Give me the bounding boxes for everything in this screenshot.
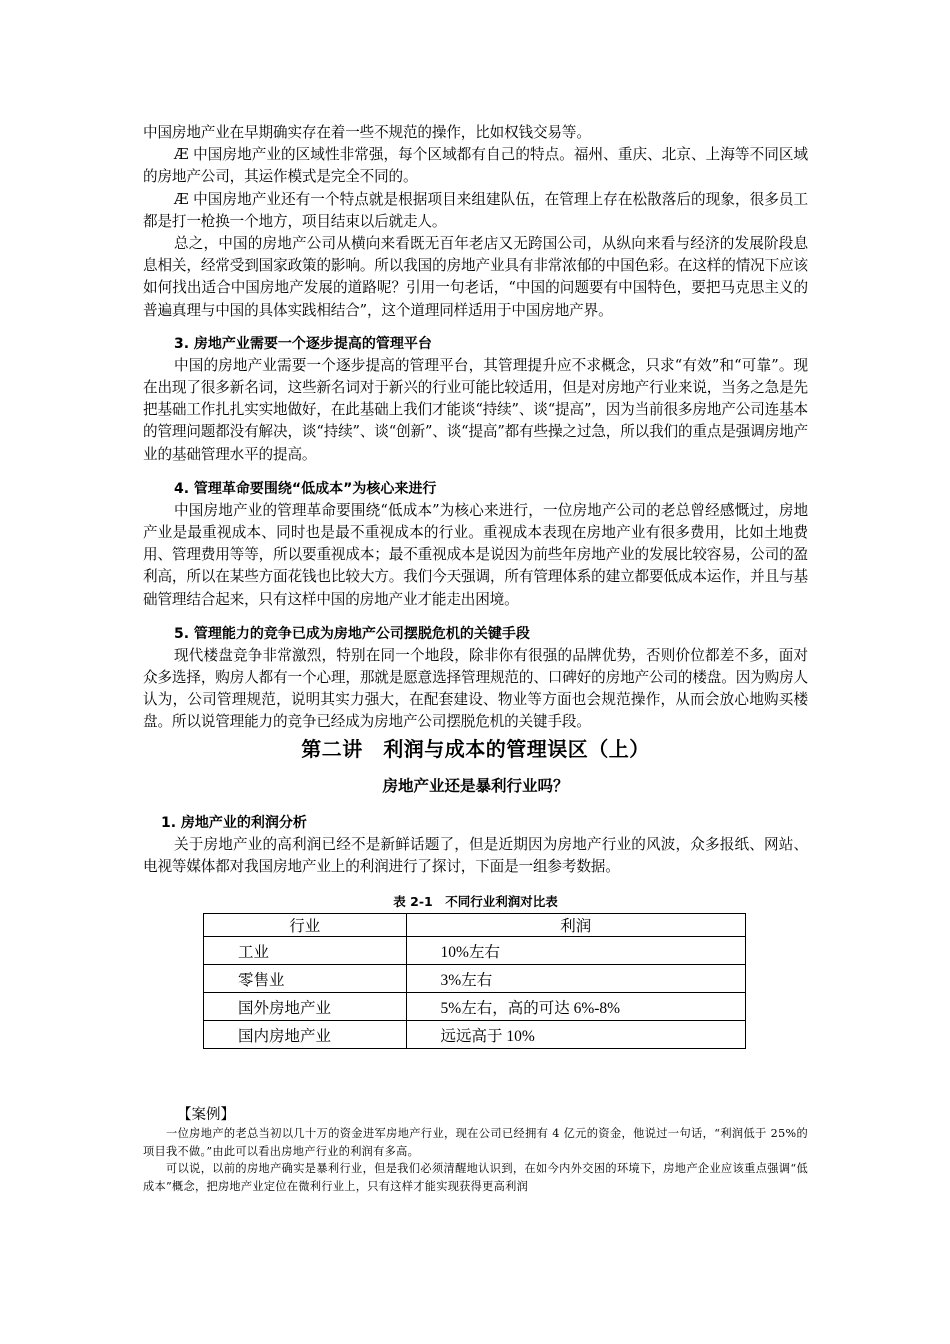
cell-profit: 5%左右，高的可达 6%-8% (406, 993, 745, 1021)
cell-industry: 国内房地产业 (204, 1021, 407, 1049)
paragraph: 现代楼盘竞争非常激烈，特别在同一个地段，除非你有很强的品牌优势，否则价位都差不多，面对众多选择，购房人都有一个心理，那就是愿意选择管理规范的、口碑好的房地产公司的楼盘。因为购房人认为，公司管理规范，说明其实力强大，在配套建设、物业等方面也会规范操作，从而会放心地购买楼盘。所以说管理能力的竞争已经成为房地产公司摆脱危机的关键手段。 (143, 646, 808, 731)
subtitle: 房地产业还是暴利行业吗？ (382, 776, 569, 795)
paragraph: 总之，中国的房地产公司从横向来看既无百年老店又无跨国公司，从纵向来看与经济的发展阶段息息相关，经常受到国家政策的影响。所以我国的房地产业具有非常浓郁的中国色彩。在这样的情况下应该如何找出适合中国房地产发展的道路呢？引用一句老话，“中国的问题要有中国特色，要把马克思主义的普遍真理与中国的具体实践相结合”，这个道理同样适用于中国房地产界。 (143, 235, 808, 319)
lecture-title: 第二讲 利润与成本的管理误区（上） (301, 736, 650, 761)
paragraph: 中国的房地产业需要一个逐步提高的管理平台，其管理提升应不求概念，只求“有效”和“可靠”。现在出现了很多新名词，这些新名词对于新兴的行业可能比较适用，但是对房地产行业来说，当务之急是先把基础工作扎扎实实地做好，在此基础上我们才能谈“持续”、谈“提高”，因为当前很多房地产公司连基本的管理问题都没有解决，谈“持续”、谈“创新”、谈“提高”都有些操之过急，所以我们的重点是强调房地产业的基础管理水平的提高。 (143, 356, 808, 463)
paragraph: 关于房地产业的高利润已经不是新鲜话题了，但是近期因为房地产行业的风波，众多报纸、网站、电视等媒体都对我国房地产业上的利润进行了探讨，下面是一组参考数据。 (143, 835, 808, 875)
table-caption: 表 2-1 不同行业利润对比表 (393, 894, 558, 910)
section-heading: 3. 房地产业需要一个逐步提高的管理平台 (174, 335, 432, 352)
profit-comparison-table (203, 913, 746, 1049)
case-paragraph: 可以说，以前的房地产确实是暴利行业，但是我们必须清醒地认识到，在如今内外交困的环境下，房地产企业应该重点强调“低成本”概念，把房地产业定位在微利行业上，只有这样才能实现获得更高利润 (143, 1162, 808, 1193)
column-header-profit: 利润 (406, 914, 745, 937)
cell-profit: 10%左右 (406, 937, 745, 965)
table-row (204, 993, 746, 1021)
paragraph: Æ 中国房地产业的区域性非常强，每个区域都有自己的特点。福州、重庆、北京、上海等不同区域的房地产公司，其运作模式是完全不同的。 (143, 146, 808, 186)
cell-profit: 3%左右 (406, 965, 745, 993)
cell-profit: 远远高于 10% (406, 1021, 745, 1049)
paragraph: 中国房地产业的管理革命要围绕“低成本”为核心来进行，一位房地产公司的老总曾经感慨过，房地产业是最重视成本、同时也是最不重视成本的行业。重视成本表现在房地产业有很多费用，比如土地费用、管理费用等等，所以要重视成本；最不重视成本是说因为前些年房地产业的发展比较容易，公司的盈利高，所以在某些方面花钱也比较大方。我们今天强调，所有管理体系的建立都要低成本运作，并且与基础管理结合起来，只有这样中国的房地产业才能走出困境。 (143, 501, 808, 608)
table-header-row (204, 914, 746, 937)
cell-industry: 零售业 (204, 965, 407, 993)
case-heading: 【案例】 (177, 1107, 235, 1124)
section-heading: 5. 管理能力的竞争已成为房地产公司摆脱危机的关键手段 (174, 625, 530, 642)
table-row (204, 965, 746, 993)
paragraph: 中国房地产业在早期确实存在着一些不规范的操作，比如权钱交易等。 (143, 124, 591, 141)
table-row (204, 1021, 746, 1049)
section-heading: 4. 管理革命要围绕“低成本”为核心来进行 (174, 480, 437, 497)
column-header-industry: 行业 (204, 914, 407, 937)
cell-industry: 国外房地产业 (204, 993, 407, 1021)
case-paragraph: 一位房地产的老总当初以几十万的资金进军房地产行业，现在公司已经拥有 4 亿元的资金，他说过一句话，“利润低于 25%的项目我不做。”由此可以看出房地产行业的利润有多高。 (143, 1127, 808, 1158)
table-row (204, 937, 746, 965)
section-heading: 1. 房地产业的利润分析 (161, 814, 307, 831)
cell-industry: 工业 (204, 937, 407, 965)
paragraph: Æ 中国房地产业还有一个特点就是根据项目来组建队伍，在管理上存在松散落后的现象，很多员工都是打一枪换一个地方，项目结束以后就走人。 (143, 190, 808, 230)
document-page (143, 122, 808, 1195)
